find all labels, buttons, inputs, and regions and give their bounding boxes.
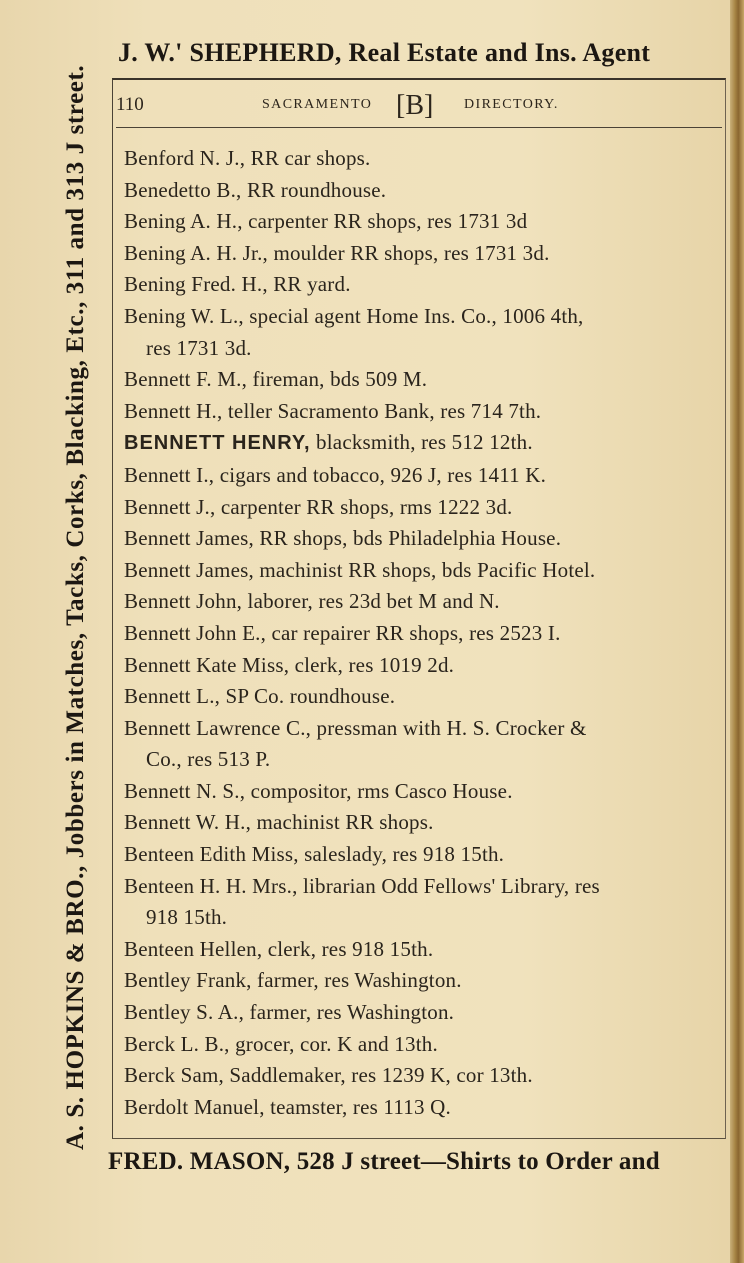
- directory-entry: [124, 460, 730, 492]
- running-header: [116, 92, 716, 122]
- directory-entry: [124, 143, 730, 175]
- entry-text: Bentley S. A., farmer, res Washington.: [124, 1000, 455, 1025]
- bottom-advertisement: FRED. MASON, 528 J street—Shirts to Order and: [108, 1148, 660, 1175]
- entry-continuation: res 1731 3d.: [146, 335, 252, 360]
- directory-entry: [124, 301, 730, 364]
- entry-line: [124, 492, 730, 524]
- directory-entry: [124, 586, 730, 618]
- directory-entry: [124, 618, 730, 650]
- header-city: SACRAMENTO: [262, 97, 373, 112]
- entry-line: [124, 934, 730, 966]
- entry-line: [124, 364, 730, 396]
- directory-entry: [124, 523, 730, 555]
- entry-text: Berck Sam, Saddlemaker, res 1239 K, cor 13th.: [124, 1063, 533, 1088]
- entry-line: [124, 238, 730, 270]
- directory-entry: [124, 1029, 730, 1061]
- page-number: 110: [116, 94, 144, 115]
- entry-text: Bennett F. M., fireman, bds 509 M.: [124, 367, 428, 392]
- entry-line: [124, 776, 730, 808]
- entry-line: [124, 555, 730, 587]
- entry-text: Bennett N. S., compositor, rms Casco House.: [124, 778, 513, 803]
- entry-line: [124, 1029, 730, 1061]
- directory-entry: [124, 650, 730, 682]
- entry-text: Bennett James, machinist RR shops, bds Pacific Hotel.: [124, 557, 596, 582]
- entry-text: Bennett John, laborer, res 23d bet M and N.: [124, 589, 500, 614]
- entry-line: [124, 301, 730, 333]
- header-directory: DIRECTORY.: [464, 97, 559, 112]
- entry-line: [124, 618, 730, 650]
- directory-entry: [124, 1060, 730, 1092]
- header-rule: [116, 127, 722, 128]
- entry-text: Bennett Lawrence C., pressman with H. S. Crocker &: [124, 715, 587, 740]
- entry-line: [124, 206, 730, 238]
- entry-line: [124, 965, 730, 997]
- directory-entry: [124, 965, 730, 997]
- directory-entries: [124, 143, 730, 1123]
- entry-text: blacksmith, res 512 12th.: [310, 430, 533, 455]
- directory-entry: [124, 396, 730, 428]
- side-advertisement: A. S. HOPKINS & BRO., Jobbers in Matches, Tacks, Corks, Blacking, Etc., 311 and 313 J street.: [62, 64, 89, 1150]
- directory-entry: [124, 175, 730, 207]
- entry-line: [124, 997, 730, 1029]
- directory-entry: [124, 427, 730, 460]
- entry-text: Bentley Frank, farmer, res Washington.: [124, 968, 462, 993]
- entry-text: Bening W. L., special agent Home Ins. Co., 1006 4th,: [124, 303, 584, 328]
- entry-line: [124, 871, 730, 903]
- entry-name: BENNETT HENRY,: [124, 432, 311, 455]
- entry-text: Benteen Edith Miss, saleslady, res 918 15th.: [124, 842, 505, 867]
- entry-text: Benteen Hellen, clerk, res 918 15th.: [124, 936, 434, 961]
- entry-line: [124, 650, 730, 682]
- entry-text: Bennett H., teller Sacramento Bank, res 714 7th.: [124, 398, 542, 423]
- directory-entry: [124, 807, 730, 839]
- directory-entry: [124, 238, 730, 270]
- entry-line: [124, 713, 730, 745]
- entry-line: [124, 1060, 730, 1092]
- entry-line: [124, 523, 730, 555]
- entry-text: Bennett L., SP Co. roundhouse.: [124, 684, 396, 709]
- entry-text: Bennett W. H., machinist RR shops.: [124, 810, 434, 835]
- directory-entry: [124, 934, 730, 966]
- entry-line: [124, 839, 730, 871]
- entry-text: Benedetto B., RR roundhouse.: [124, 177, 387, 202]
- directory-entry: [124, 713, 730, 776]
- entry-continuation: 918 15th.: [146, 905, 228, 930]
- entry-line: [124, 269, 730, 301]
- entry-line: [124, 586, 730, 618]
- directory-entry: [124, 776, 730, 808]
- entry-text: Benford N. J., RR car shops.: [124, 146, 371, 170]
- directory-entry: [124, 681, 730, 713]
- entry-line: [124, 807, 730, 839]
- book-spine-edge: [730, 0, 744, 1263]
- directory-entry: [124, 492, 730, 524]
- entry-line: [124, 175, 730, 207]
- entry-text: Berdolt Manuel, teamster, res 1113 Q.: [124, 1094, 451, 1119]
- directory-entry: [124, 206, 730, 238]
- directory-entry: [124, 1092, 730, 1124]
- entry-continuation: Co., res 513 P.: [146, 747, 271, 772]
- directory-entry: [124, 997, 730, 1029]
- directory-entry: [124, 269, 730, 301]
- directory-entry: [124, 555, 730, 587]
- header-letter: [B]: [396, 90, 434, 121]
- entry-text: Bennett James, RR shops, bds Philadelphia House.: [124, 526, 562, 551]
- entry-text: Bening A. H., carpenter RR shops, res 1731 3d: [124, 209, 528, 234]
- entry-text: Bennett J., carpenter RR shops, rms 1222 3d.: [124, 494, 513, 519]
- entry-text: Bennett John E., car repairer RR shops, res 2523 I.: [124, 620, 561, 645]
- entry-line: [124, 460, 730, 492]
- entry-text: Berck L. B., grocer, cor. K and 13th.: [124, 1031, 438, 1056]
- entry-line: [124, 681, 730, 713]
- entry-line: [124, 396, 730, 428]
- top-advertisement: J. W.' SHEPHERD, Real Estate and Ins. Agent: [118, 38, 651, 67]
- entry-text: Bening A. H. Jr., moulder RR shops, res 1731 3d.: [124, 240, 550, 265]
- entry-line: [124, 427, 730, 460]
- directory-entry: [124, 364, 730, 396]
- entry-text: Bennett I., cigars and tobacco, 926 J, res 1411 K.: [124, 462, 547, 487]
- entry-text: Bening Fred. H., RR yard.: [124, 272, 351, 297]
- entry-text: Bennett Kate Miss, clerk, res 1019 2d.: [124, 652, 455, 677]
- entry-text: Benteen H. H. Mrs., librarian Odd Fellows' Library, res: [124, 873, 600, 898]
- entry-line: [124, 143, 730, 175]
- directory-entry: [124, 871, 730, 934]
- entry-line: [124, 1092, 730, 1124]
- directory-entry: [124, 839, 730, 871]
